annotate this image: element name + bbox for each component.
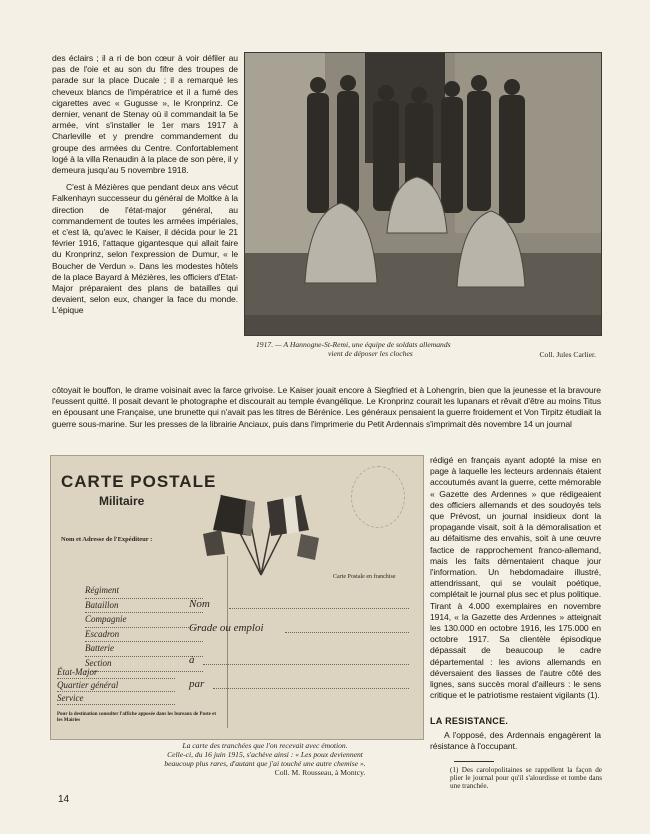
photo-caption — [256, 340, 596, 358]
photo-soldiers-bells — [244, 52, 602, 336]
postcard-fine-print: Pour la destination consulter l'affiche apposée dans les bureaux de Poste et les Mairies — [57, 712, 217, 723]
photo-credit: Coll. Jules Carlier. — [539, 350, 596, 359]
photo-illustration — [245, 53, 601, 335]
caption-line: 1917. — A Hannogne-St-Remi, une équipe de soldats allemands — [256, 340, 451, 349]
paragraph: des éclairs ; il a ri de bon cœur à voir défiler au pas de l'oie et au son du fifre des troupes de parade sur la place Ducale ; il a remarqué les cheveux blancs de l'impératrice et il a fumé des cigarettes avec « Gugusse », le Kronprinz. Ce dernier, venant de Stenay où il commandait la 5e armée, vint s'installer le 1er mars 1917 à Charleville et y prendre commandement du groupe des armées du Centre. Confortablement logé à la villa Renaudin à la place de son père, il y demeura jusqu'au 5 novembre 1918. — [52, 53, 238, 176]
address-field — [189, 678, 204, 690]
postcard-field: Escadron — [85, 628, 203, 643]
page-number: 14 — [58, 794, 70, 805]
postcard-credit: Coll. M. Rousseau, à Montcy. — [274, 768, 366, 777]
postcard-field: Régiment — [85, 584, 203, 599]
caption-line: La carte des tranchées que l'on recevait avec émotion. — [182, 741, 348, 750]
paragraph: C'est à Mézières que pendant deux ans vécut Falkenhayn successeur du général de Moltke à la direction de l'état-major général, au commandement de toutes les armées impériales, et c'est là, qu'avec le Kaiser, il décida pour le 21 février 1916, l'attaque gigantesque qui allait faire du Kronprinz, selon l'expression de Dumur, « le Boucher de Verdun ». Dans les modestes hôtels de la place Bayard à Mézières, les officiers d'Etat-Major préparaient des plans de batailles qui devaient, selon eux, changer la face du monde. L'épique — [52, 182, 238, 316]
caption-line: vient de déposer les cloches — [328, 349, 413, 358]
postcard-bottom-fields — [57, 666, 175, 705]
left-column — [52, 53, 238, 323]
dotted-rule — [203, 664, 409, 665]
paragraph: A l'opposé, des Ardennais engagèrent la résistance à l'occupant. — [430, 730, 601, 752]
postcard-caption — [115, 741, 415, 777]
postcard-image — [50, 455, 424, 740]
franchise-label: Carte Postale en franchise — [333, 574, 396, 580]
address-field — [189, 654, 195, 666]
section-heading: LA RESISTANCE. — [430, 716, 509, 726]
dotted-rule — [229, 608, 409, 609]
postcard-field: Quartier général — [57, 679, 175, 692]
caption-line: Celle-ci, du 16 juin 1915, s'achève ainsi : « Les poux deviennent — [167, 750, 363, 759]
postcard-field: Bataillon — [85, 599, 203, 614]
postcard-fields — [85, 584, 203, 672]
paragraph: côtoyait le bouffon, le drame voisinait avec la farce grivoise. Le Kaiser jouait encore à Siegfried et à Lohengrin, bien que la jeunesse et la bravoure l'eussent quitté. Il posait devant le photographe et discourait au temple évangélique. Le Kronprinz courait les lupanars et rêvait d'être au moins Titus en épousant une Française, une brunette qui n'avait pas les titres de Bérénice. Les généraux pensaient la guerre froidement et Von Tirpitz étudiait la guerre sous-marine. Sur les presses de la librairie Anciaux, puis dans l'imprimerie du Petit Ardennais s'imprimait dès novembre 14 un journal — [52, 385, 601, 429]
footnote: (1) Des carolopolitaines se rappellent la façon de plier le journal pour qu'il s'alourdisse et tombe dans une tranchée. — [450, 766, 602, 791]
address-field — [189, 622, 264, 634]
paragraph: rédigé en français ayant adopté la mise en page à laquelle les lecteurs ardennais étaient accoutumés avant la guerre, cette mémorable « Gazette des Ardennes » que rédigeaient des officiers allemands et des soudoyés tels que Prévost, un journal insidieux dont la propagande visait, soit à la démoralisation et au défaitisme des envahis, soit à une œuvre factice de rapprochement franco-allemand, mais les faits démentaient chaque jour l'information. Un hebdomadaire illustré, attendrissant, qui se voulait poétique, complétait le journal plus sec et plus politique. Tirant à 4.000 exemplaires en novembre 1914, « la Gazette des Ardennes » atteignait les 130.000 en octobre 1916, les 175.000 en octobre 1917. Sa clientèle épisodique dépassait de beaucoup le cadre départemental : les avions allemands en déversaient des liasses de l'autre côté des lignes, sans succès moral d'ailleurs : le sens critique et le patriotisme restaient vigilants (1). — [430, 455, 601, 701]
divider — [227, 556, 228, 728]
postcard-field: Section — [85, 657, 203, 672]
postcard-field: État-Major — [57, 666, 175, 679]
stamp-outline — [351, 466, 405, 528]
address-field-label: par — [189, 678, 205, 690]
address-field-label: Grade ou emploi — [189, 622, 264, 634]
resistance-paragraph — [430, 730, 601, 758]
footnote-divider — [454, 761, 494, 762]
right-column — [430, 455, 601, 707]
postcard-field: Service — [57, 692, 175, 705]
dotted-rule — [213, 688, 409, 689]
postcard-field: Batterie — [85, 642, 203, 657]
caption-line: beaucoup plus rares, d'autant que j'ai touché une autre chemise ». — [164, 759, 366, 768]
address-field-label: Nom — [189, 598, 210, 610]
dotted-rule — [285, 632, 409, 633]
sender-label: Nom et Adresse de l'Expéditeur : — [61, 536, 153, 543]
postcard-title: CARTE POSTALE — [61, 472, 217, 491]
postcard-subtitle: Militaire — [99, 494, 145, 508]
flags-icon — [191, 490, 331, 580]
wide-text-block — [52, 385, 601, 436]
address-field-label: à — [189, 654, 195, 666]
postcard-field: Compagnie — [85, 613, 203, 628]
address-field — [189, 598, 210, 610]
